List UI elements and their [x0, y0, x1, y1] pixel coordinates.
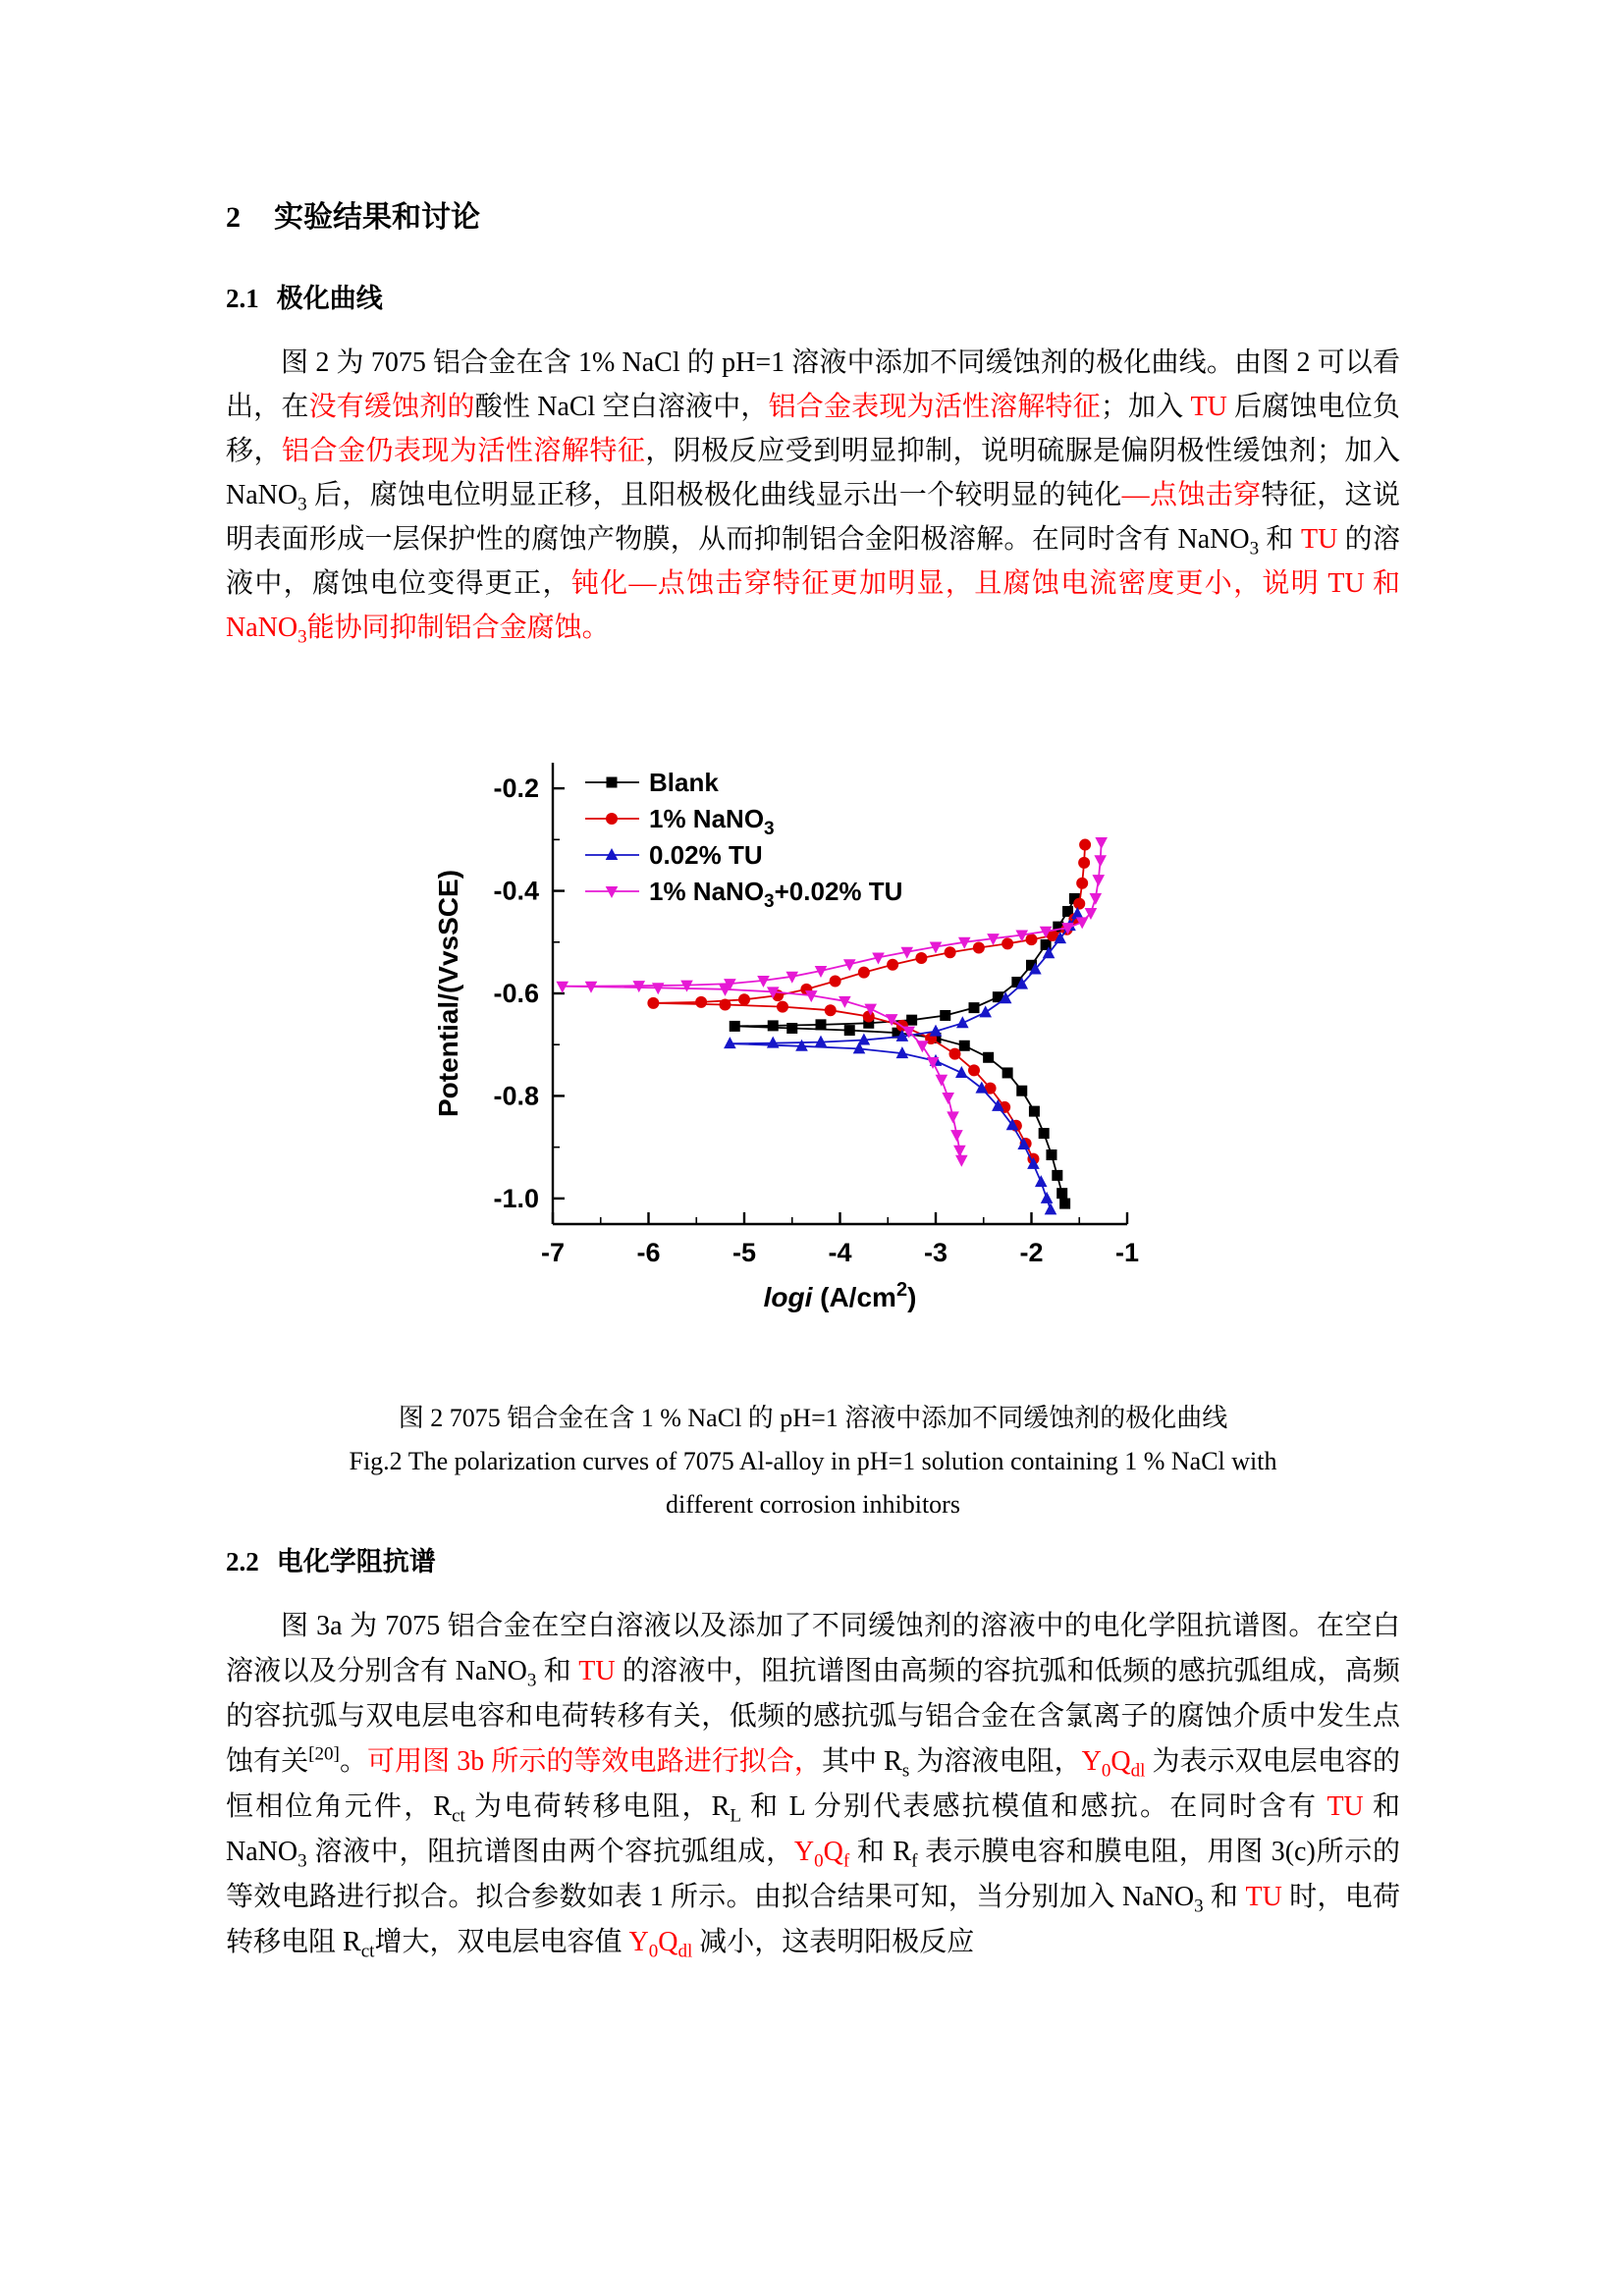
- chart-legend: [585, 768, 902, 912]
- figure-caption-en-line1: Fig.2 The polarization curves of 7075 Al-alloy in pH=1 solution containing 1 % NaCl with: [349, 1447, 1277, 1475]
- x-tick-label: -5: [731, 1238, 757, 1267]
- x-axis-label: logi $(A/cm^2)$: [763, 1279, 917, 1312]
- legend-label: 1% NaNO$_3$+0.02% TU: [649, 877, 903, 912]
- y-tick-label: -0.2: [493, 774, 539, 804]
- subsection-2-1-heading: [226, 277, 1400, 315]
- legend-label: Blank: [649, 768, 719, 797]
- legend-label: 1% NaNO$_3$: [649, 804, 775, 839]
- figure-2-captions: [226, 1397, 1400, 1526]
- section-title: 实验结果和讨论: [274, 201, 480, 234]
- section-heading: [226, 192, 1400, 236]
- figure-caption-cn: 图 2 7075 铝合金在含 1 % NaCl 的 pH=1 溶液中添加不同缓蚀剂的极化曲线: [398, 1404, 1228, 1432]
- polarization-curves-svg: [420, 738, 1147, 1327]
- y-tick-label: -0.4: [493, 876, 539, 906]
- figure-caption-en-line2: different corrosion inhibitors: [666, 1490, 960, 1519]
- polarization-paragraph: 图 2 为 7075 铝合金在含 1% NaCl 的 pH=1 溶液中添加不同缓蚀剂的极化曲线。由图 2 可以看出，在没有缓蚀剂的酸性 NaCl 空白溶液中，铝合金表现为活性溶解特征；加入 TU 后腐蚀电位负移，铝合金仍表现为活性溶解特征，阴极反应受到明显抑制，说明硫脲是偏阴极性缓蚀剂；加入 NaNO$_3$ 后，腐蚀电位明显正移，且阳极极化曲线显示出一个较明显的钝化—点蚀击穿特征，这说明表面形成一层保护性的腐蚀产物膜，从而抑制铝合金阳极溶解。在同时含有 NaNO$_3$ 和 TU 的溶液中，腐蚀电位变得更正，钝化—点蚀击穿特征更加明显，且腐蚀电流密度更小，说明 TU 和 NaNO$_3$能协同抑制铝合金腐蚀。: [226, 347, 1400, 648]
- x-tick-label: -3: [923, 1238, 948, 1267]
- x-tick-label: -7: [540, 1238, 566, 1267]
- subsection-2-2-heading: [226, 1540, 1400, 1578]
- x-tick-label: -6: [636, 1238, 661, 1267]
- x-tick-label: -4: [828, 1238, 852, 1267]
- subsection-2-1-number: 2.1: [226, 284, 259, 313]
- eis-paragraph: 图 3a 为 7075 铝合金在空白溶液以及添加了不同缓蚀剂的溶液中的电化学阻抗谱图。在空白溶液以及分别含有 NaNO$_3$ 和 TU 的溶液中，阻抗谱图由高频的容抗弧和低频的感抗弧组成，高频的容抗弧与双电层电容和电荷转移有关，低频的感抗弧与铝合金在含氯离子的腐蚀介质中发生点蚀有关[20]。可用图 3b 所示的等效电路进行拟合，其中 $R_s$ 为溶液电阻，$Y_0Q_{dl}$ 为表示双电层电容的恒相位角元件，$R_{ct}$ 为电荷转移电阻，$R_L$ 和 L 分别代表感抗模值和感抗。在同时含有 TU 和 NaNO$_3$ 溶液中，阻抗谱图由两个容抗弧组成，$Y_0Q_f$ 和 $R_f$ 表示膜电容和膜电阻，用图 3(c)所示的等效电路进行拟合。拟合参数如表 1 所示。由拟合结果可知，当分别加入 NaNO$_3$ 和 TU 时，电荷转移电阻 $R_{ct}$增大，双电层电容值 $Y_0Q_{dl}$ 减小，这表明阳极反应: [226, 1611, 1400, 1962]
- y-tick-label: -0.6: [493, 979, 539, 1008]
- y-tick-label: -0.8: [493, 1081, 539, 1111]
- subsection-2-1-title: 极化曲线: [276, 284, 383, 313]
- subsection-2-2-title: 电化学阻抗谱: [276, 1547, 436, 1576]
- polarization-chart: [420, 738, 1147, 1332]
- x-tick-label: -1: [1114, 1238, 1140, 1267]
- section-number: 2: [226, 201, 241, 234]
- subsection-2-2-number: 2.2: [226, 1547, 259, 1576]
- figure-2: [420, 738, 1147, 1332]
- y-axis-label: Potential/(VvsSCE): [433, 869, 463, 1118]
- x-tick-label: -2: [1019, 1238, 1044, 1267]
- legend-label: 0.02% TU: [649, 840, 763, 870]
- y-tick-label: -1.0: [493, 1183, 539, 1213]
